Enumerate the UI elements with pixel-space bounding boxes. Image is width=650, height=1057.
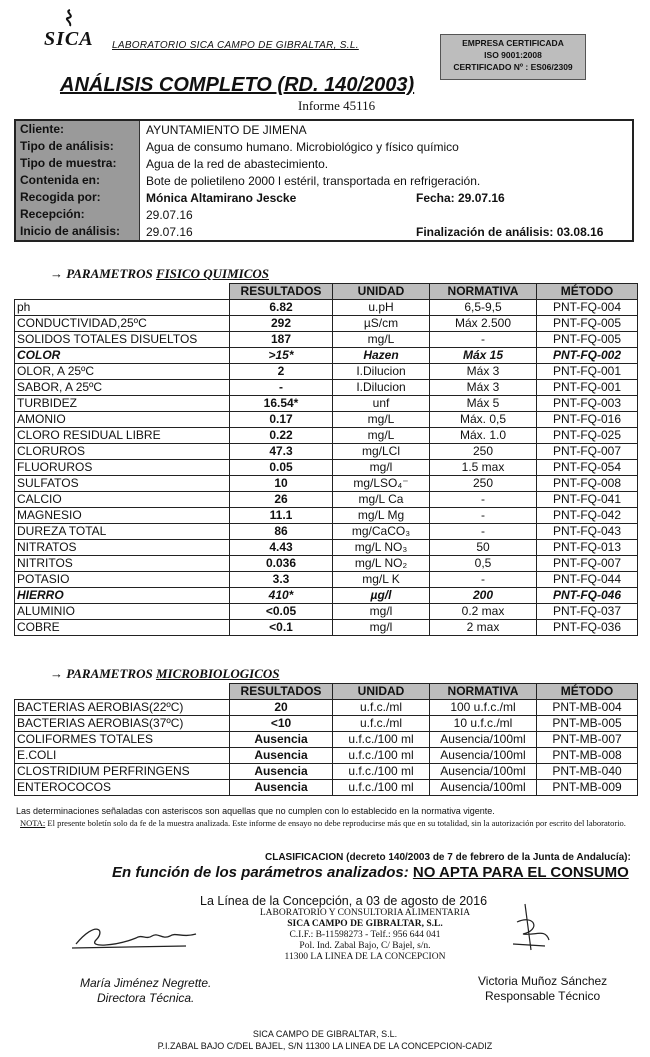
table-row (15, 748, 638, 764)
parameter-cell: ALUMINIO (15, 604, 230, 620)
collected-by: Mónica Altamirano Jescke (146, 190, 297, 205)
result-cell: 10 (230, 476, 333, 492)
section-title-micro (50, 666, 280, 682)
method-cell: PNT-FQ-025 (537, 428, 638, 444)
disclaimer-note (20, 818, 640, 829)
field-label: Contenida en: (16, 172, 140, 189)
field-label: Tipo de muestra: (16, 155, 140, 172)
table-row (15, 780, 638, 796)
table-row (15, 412, 638, 428)
collection-date: Fecha: 29.07.16 (416, 190, 505, 205)
parameter-cell: COLIFORMES TOTALES (15, 732, 230, 748)
stamp-line: 11300 LA LINEA DE LA CONCEPCION (284, 952, 446, 962)
result-cell: 4.43 (230, 540, 333, 556)
method-cell: PNT-FQ-042 (537, 508, 638, 524)
left-signatory (80, 976, 211, 1006)
table-row (15, 348, 638, 364)
column-header: NORMATIVA (430, 684, 537, 700)
norm-cell: Ausencia/100ml (430, 764, 537, 780)
result-cell: 0.22 (230, 428, 333, 444)
method-cell: PNT-MB-040 (537, 764, 638, 780)
result-cell: <0.1 (230, 620, 333, 636)
logo: SICA (44, 28, 94, 50)
method-cell: PNT-FQ-002 (537, 348, 638, 364)
table-row (15, 604, 638, 620)
parameter-cell: MAGNESIO (15, 508, 230, 524)
note-text: El presente boletín solo da fe de la muestra analizada. Este informe de ensayo no debe reproducirse más que en su totalidad, sin la autorización por escrito del laboratorio. (45, 818, 626, 828)
norm-cell: Máx 2.500 (430, 316, 537, 332)
unit-cell: mg/LSO₄⁻ (333, 476, 430, 492)
analysis-start-date: 29.07.16 (146, 224, 193, 239)
place-date: La Línea de la Concepción, a 03 de agosto de 2016 (200, 894, 488, 908)
method-cell: PNT-FQ-043 (537, 524, 638, 540)
method-cell: PNT-MB-008 (537, 748, 638, 764)
container: Bote de polietileno 2000 l estéril, transportada en refrigeración. (146, 173, 481, 188)
table-row (15, 588, 638, 604)
signature-left-image (66, 910, 216, 956)
footer-line: P.I.ZABAL BAJO C/DEL BAJEL, S/N 11300 LA LINEA DE LA CONCEPCION-CADIZ (157, 1041, 493, 1051)
table-row (15, 380, 638, 396)
cert-line: EMPRESA CERTIFICADA (462, 38, 564, 48)
parameter-cell: HIERRO (15, 588, 230, 604)
unit-cell: mg/L (333, 412, 430, 428)
parameter-cell: BACTERIAS AEROBIAS(22ºC) (15, 700, 230, 716)
lab-stamp (250, 908, 480, 963)
norm-cell: 250 (430, 476, 537, 492)
parameter-cell: CALCIO (15, 492, 230, 508)
parameter-cell: AMONIO (15, 412, 230, 428)
unit-cell: u.pH (333, 300, 430, 316)
result-cell: 410* (230, 588, 333, 604)
norm-cell: 200 (430, 588, 537, 604)
table-row (15, 428, 638, 444)
table-row (15, 700, 638, 716)
fq-results-table (14, 283, 638, 636)
classification-verdict (112, 864, 629, 881)
sample-type: Agua de la red de abastecimiento. (146, 156, 329, 171)
cert-line: ISO 9001:2008 (484, 50, 542, 60)
parameter-cell: SULFATOS (15, 476, 230, 492)
result-cell: - (230, 380, 333, 396)
method-cell: PNT-FQ-008 (537, 476, 638, 492)
norm-cell: - (430, 524, 537, 540)
table-row (15, 364, 638, 380)
norm-cell: Ausencia/100ml (430, 780, 537, 796)
result-cell: <0.05 (230, 604, 333, 620)
right-signatory (478, 974, 607, 1004)
result-cell: Ausencia (230, 780, 333, 796)
header-blank (15, 284, 230, 300)
section-title-fq (50, 266, 269, 282)
norm-cell: - (430, 332, 537, 348)
unit-cell: u.f.c./100 ml (333, 732, 430, 748)
result-cell: Ausencia (230, 732, 333, 748)
method-cell: PNT-FQ-001 (537, 364, 638, 380)
field-label: Tipo de análisis: (16, 138, 140, 155)
method-cell: PNT-FQ-054 (537, 460, 638, 476)
parameter-cell: DUREZA TOTAL (15, 524, 230, 540)
result-cell: Ausencia (230, 748, 333, 764)
method-cell: PNT-FQ-007 (537, 444, 638, 460)
result-cell: 6.82 (230, 300, 333, 316)
unit-cell: mg/L Mg (333, 508, 430, 524)
result-cell: >15* (230, 348, 333, 364)
unit-cell: I.Dilucion (333, 380, 430, 396)
unit-cell: mg/LCl (333, 444, 430, 460)
unit-cell: unf (333, 396, 430, 412)
norm-cell: - (430, 492, 537, 508)
unit-cell: mg/L (333, 332, 430, 348)
note-label: NOTA: (20, 818, 46, 828)
method-cell: PNT-MB-009 (537, 780, 638, 796)
left-signatory-role: Directora Técnica. (97, 991, 195, 1005)
table-row (15, 316, 638, 332)
parameter-cell: ENTEROCOCOS (15, 780, 230, 796)
table-row (15, 764, 638, 780)
right-signatory-role: Responsable Técnico (485, 989, 601, 1003)
norm-cell: 50 (430, 540, 537, 556)
parameter-cell: POTASIO (15, 572, 230, 588)
unit-cell: I.Dilucion (333, 364, 430, 380)
table-row (15, 572, 638, 588)
section-underlined: FISICO QUIMICOS (155, 266, 270, 281)
client-name: AYUNTAMIENTO DE JIMENA (146, 122, 307, 137)
table-row (15, 540, 638, 556)
method-cell: PNT-FQ-004 (537, 300, 638, 316)
unit-cell: mg/L Ca (333, 492, 430, 508)
stamp-line: SICA CAMPO DE GIBRALTAR, S.L. (287, 919, 443, 929)
field-label: Recogida por: (16, 189, 140, 206)
unit-cell: µg/l (333, 588, 430, 604)
parameter-cell: CLOSTRIDIUM PERFRINGENS (15, 764, 230, 780)
table-row (15, 460, 638, 476)
table-row (15, 716, 638, 732)
parameter-cell: ph (15, 300, 230, 316)
asterisk-note: Las determinaciones señaladas con asteriscos son aquellas que no cumplen con lo establecido en la normativa vigente. (16, 806, 495, 816)
method-cell: PNT-FQ-013 (537, 540, 638, 556)
parameter-cell: CLORUROS (15, 444, 230, 460)
method-cell: PNT-MB-004 (537, 700, 638, 716)
norm-cell: 0.2 max (430, 604, 537, 620)
table-header-row (15, 284, 638, 300)
classification-label: CLASIFICACION (decreto 140/2003 de 7 de febrero de la Junta de Andalucía): (265, 852, 631, 863)
unit-cell: u.f.c./ml (333, 700, 430, 716)
result-cell: 26 (230, 492, 333, 508)
norm-cell: Máx. 0,5 (430, 412, 537, 428)
method-cell: PNT-FQ-016 (537, 412, 638, 428)
unit-cell: u.f.c./100 ml (333, 780, 430, 796)
column-header: UNIDAD (333, 684, 430, 700)
method-cell: PNT-FQ-001 (537, 380, 638, 396)
unit-cell: u.f.c./100 ml (333, 764, 430, 780)
result-cell: Ausencia (230, 764, 333, 780)
result-cell: 292 (230, 316, 333, 332)
norm-cell: - (430, 508, 537, 524)
parameter-cell: SOLIDOS TOTALES DISUELTOS (15, 332, 230, 348)
column-header: MÉTODO (537, 284, 638, 300)
norm-cell: 6,5-9,5 (430, 300, 537, 316)
certification-box (440, 34, 586, 80)
norm-cell: Ausencia/100ml (430, 748, 537, 764)
parameter-cell: NITRITOS (15, 556, 230, 572)
logo-swirl-icon (62, 8, 78, 28)
norm-cell: 0,5 (430, 556, 537, 572)
micro-results-table (14, 683, 638, 796)
signature-right-image (505, 900, 555, 956)
page-title: ANÁLISIS COMPLETO (RD. 140/2003) (60, 74, 415, 96)
method-cell: PNT-FQ-005 (537, 316, 638, 332)
parameter-cell: NITRATOS (15, 540, 230, 556)
table-row (15, 524, 638, 540)
header-blank (15, 684, 230, 700)
result-cell: 20 (230, 700, 333, 716)
table-row (15, 300, 638, 316)
table-row (15, 332, 638, 348)
section-underlined: MICROBIOLOGICOS (155, 666, 280, 681)
unit-cell: mg/l (333, 620, 430, 636)
column-header: UNIDAD (333, 284, 430, 300)
reception-date: 29.07.16 (146, 207, 193, 222)
column-header: NORMATIVA (430, 284, 537, 300)
analysis-type: Agua de consumo humano. Microbiológico y físico químico (146, 139, 459, 154)
parameter-cell: BACTERIAS AEROBIAS(37ºC) (15, 716, 230, 732)
table-row (15, 556, 638, 572)
result-cell: 187 (230, 332, 333, 348)
result-cell: 0.05 (230, 460, 333, 476)
unit-cell: mg/l (333, 604, 430, 620)
table-row (15, 492, 638, 508)
field-label: Inicio de análisis: (16, 223, 140, 240)
parameter-cell: CONDUCTIVIDAD,25ºC (15, 316, 230, 332)
unit-cell: mg/L K (333, 572, 430, 588)
footer (0, 1028, 650, 1052)
method-cell: PNT-FQ-007 (537, 556, 638, 572)
verdict-prefix: En función de los parámetros analizados: (112, 864, 413, 881)
norm-cell: Ausencia/100ml (430, 732, 537, 748)
cert-line: CERTIFICADO Nº : ES06/2309 (453, 62, 573, 72)
unit-cell: u.f.c./ml (333, 716, 430, 732)
lab-name: LABORATORIO SICA CAMPO DE GIBRALTAR, S.L. (112, 40, 359, 51)
method-cell: PNT-FQ-003 (537, 396, 638, 412)
method-cell: PNT-FQ-044 (537, 572, 638, 588)
table-row (15, 396, 638, 412)
result-cell: 86 (230, 524, 333, 540)
method-cell: PNT-FQ-046 (537, 588, 638, 604)
footer-line: SICA CAMPO DE GIBRALTAR, S.L. (252, 1029, 398, 1039)
method-cell: PNT-FQ-041 (537, 492, 638, 508)
norm-cell: 1.5 max (430, 460, 537, 476)
left-signatory-name: María Jiménez Negrette. (80, 976, 212, 990)
result-cell: 16.54* (230, 396, 333, 412)
result-cell: 0.17 (230, 412, 333, 428)
parameter-cell: CLORO RESIDUAL LIBRE (15, 428, 230, 444)
norm-cell: 10 u.f.c./ml (430, 716, 537, 732)
unit-cell: µS/cm (333, 316, 430, 332)
norm-cell: Máx 15 (430, 348, 537, 364)
result-cell: 47.3 (230, 444, 333, 460)
parameter-cell: TURBIDEZ (15, 396, 230, 412)
norm-cell: Máx 5 (430, 396, 537, 412)
norm-cell: Máx 3 (430, 364, 537, 380)
norm-cell: Máx. 1.0 (430, 428, 537, 444)
parameter-cell: COBRE (15, 620, 230, 636)
method-cell: PNT-FQ-036 (537, 620, 638, 636)
method-cell: PNT-MB-005 (537, 716, 638, 732)
norm-cell: Máx 3 (430, 380, 537, 396)
parameter-cell: COLOR (15, 348, 230, 364)
unit-cell: mg/L (333, 428, 430, 444)
section-prefix: PARAMETROS (66, 266, 156, 281)
result-cell: 3.3 (230, 572, 333, 588)
result-cell: <10 (230, 716, 333, 732)
verdict-value: NO APTA PARA EL CONSUMO (412, 864, 629, 881)
table-row (15, 444, 638, 460)
field-label: Recepción: (16, 206, 140, 223)
unit-cell: mg/L NO₂ (333, 556, 430, 572)
column-header: RESULTADOS (230, 284, 333, 300)
table-row (15, 508, 638, 524)
section-prefix: PARAMETROS (66, 666, 156, 681)
method-cell: PNT-FQ-005 (537, 332, 638, 348)
column-header: MÉTODO (537, 684, 638, 700)
result-cell: 2 (230, 364, 333, 380)
norm-cell: 100 u.f.c./ml (430, 700, 537, 716)
table-row (15, 476, 638, 492)
norm-cell: 2 max (430, 620, 537, 636)
parameter-cell: OLOR, A 25ºC (15, 364, 230, 380)
parameter-cell: E.COLI (15, 748, 230, 764)
report-number: Informe 45116 (298, 98, 376, 113)
table-row (15, 620, 638, 636)
arrow-right-icon: → (50, 266, 67, 281)
unit-cell: mg/l (333, 460, 430, 476)
method-cell: PNT-FQ-037 (537, 604, 638, 620)
analysis-end-date: Finalización de análisis: 03.08.16 (416, 224, 604, 239)
table-header-row (15, 684, 638, 700)
stamp-line: LABORATORIO Y CONSULTORIA ALIMENTARIA (259, 908, 471, 918)
table-row (15, 732, 638, 748)
column-header: RESULTADOS (230, 684, 333, 700)
stamp-line: C.I.F.: B-11598273 - Telf.: 956 644 041 (289, 930, 441, 940)
stamp-line: Pol. Ind. Zabal Bajo, C/ Bajel, s/n. (299, 941, 431, 951)
result-cell: 0.036 (230, 556, 333, 572)
method-cell: PNT-MB-007 (537, 732, 638, 748)
result-cell: 11.1 (230, 508, 333, 524)
unit-cell: u.f.c./100 ml (333, 748, 430, 764)
parameter-cell: SABOR, A 25ºC (15, 380, 230, 396)
parameter-cell: FLUORUROS (15, 460, 230, 476)
unit-cell: Hazen (333, 348, 430, 364)
right-signatory-name: Victoria Muñoz Sánchez (478, 974, 608, 988)
field-label: Cliente: (16, 121, 140, 138)
norm-cell: 250 (430, 444, 537, 460)
client-info-box (14, 119, 634, 242)
arrow-right-icon: → (50, 666, 67, 681)
unit-cell: mg/CaCO₃ (333, 524, 430, 540)
unit-cell: mg/L NO₃ (333, 540, 430, 556)
norm-cell: - (430, 572, 537, 588)
